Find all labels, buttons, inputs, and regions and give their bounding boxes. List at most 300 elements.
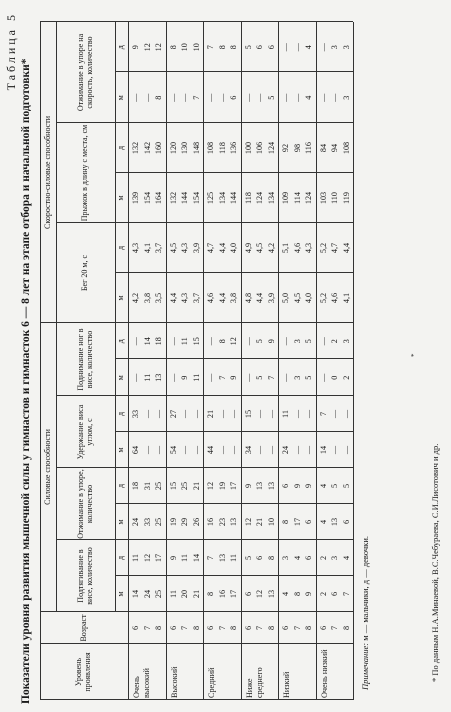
table-cell: 144 xyxy=(180,191,189,205)
table-cell: 0 xyxy=(330,375,339,380)
table-cell: 4 xyxy=(341,555,351,561)
table-cell: 17 xyxy=(229,589,238,599)
table-cell: 5,2 xyxy=(318,292,328,304)
note-text: м — мальчики, д — девочки. xyxy=(360,536,370,641)
age-cell: 7 xyxy=(142,625,152,631)
table-cell: 6 xyxy=(266,45,276,50)
table-cell: 16 xyxy=(206,517,215,527)
table-cell: 3,8 xyxy=(142,292,152,304)
table-cell: 7 xyxy=(206,45,215,50)
age-cell: 8 xyxy=(341,625,351,631)
table-cell: 6 xyxy=(229,95,238,100)
table-cell: 164 xyxy=(154,191,163,205)
age-cell: 6 xyxy=(318,625,328,631)
table-cell: — xyxy=(330,93,339,102)
table-cell: — xyxy=(217,445,227,455)
age-cell: 8 xyxy=(154,625,163,631)
table-cell: — xyxy=(229,409,238,419)
table-cell: — xyxy=(217,93,227,102)
table-cell: 27 xyxy=(168,409,178,419)
table-cell: 5 xyxy=(304,339,313,344)
table-cell: — xyxy=(281,43,290,52)
table-cell: 9 xyxy=(131,45,140,50)
age-cell: 7 xyxy=(255,625,264,631)
table-cell: — xyxy=(266,409,276,419)
table-cell: 12 xyxy=(243,517,253,527)
table-cell: — xyxy=(168,337,178,346)
table-cell: — xyxy=(180,409,189,419)
table-cell: 12 xyxy=(206,481,215,491)
table-cell: 124 xyxy=(266,141,276,155)
table-cell: 12 xyxy=(142,43,152,52)
table-cell: 3,5 xyxy=(154,292,163,304)
header-pullup: Подтягивание в висе, количество xyxy=(75,547,94,605)
table-cell: 8 xyxy=(229,45,238,50)
table-cell: 4,4 xyxy=(168,292,178,304)
table-cell: 8 xyxy=(217,339,227,344)
table-cell: 11 xyxy=(142,373,152,382)
age-cell: 6 xyxy=(281,625,290,631)
table-cell: 21 xyxy=(255,517,264,527)
table-cell: 3 xyxy=(330,45,339,50)
table-cell: 29 xyxy=(180,517,189,527)
table-cell: 8 xyxy=(154,95,163,100)
table-cell: 14 xyxy=(318,445,328,455)
table-cell: — xyxy=(292,445,302,455)
table-cell: 4 xyxy=(281,591,290,597)
header-jump: Прыжок в длину с места, см xyxy=(80,124,90,222)
table-cell: — xyxy=(255,409,264,419)
table-cell: 14 xyxy=(142,337,152,346)
age-cell: 8 xyxy=(266,625,276,631)
table-cell: — xyxy=(281,337,290,346)
table-cell: 8 xyxy=(206,591,215,597)
table-cell: 54 xyxy=(168,445,178,455)
row-level-label: Низкий xyxy=(282,671,291,698)
table-cell: 9 xyxy=(168,555,178,561)
table-cell: 10 xyxy=(266,517,276,527)
table-cell: 98 xyxy=(292,143,302,153)
table-cell: — xyxy=(255,445,264,455)
table-cell: — xyxy=(292,409,302,419)
table-cell: 33 xyxy=(131,409,140,419)
table-cell: 114 xyxy=(292,192,302,204)
table-cell: 94 xyxy=(330,143,339,153)
table-cell: 25 xyxy=(154,517,163,527)
header-m: м xyxy=(116,95,126,101)
table-cell: 24 xyxy=(142,589,152,599)
table-cell: 132 xyxy=(168,191,178,205)
table-cell: 100 xyxy=(243,141,253,155)
table-cell: — xyxy=(131,93,140,102)
table-cell: 4,7 xyxy=(206,242,215,254)
header-d: д xyxy=(116,411,126,417)
rule-line xyxy=(203,22,204,700)
table-cell: 3 xyxy=(341,339,351,344)
table-cell: 9 xyxy=(292,483,302,489)
table-cell: 6 xyxy=(304,519,313,525)
table-cell: — xyxy=(168,373,178,382)
table-cell: 5 xyxy=(255,375,264,380)
rule-line xyxy=(241,22,242,700)
table-cell: 7 xyxy=(266,375,276,380)
table-cell: 160 xyxy=(154,141,163,155)
table-cell: 4 xyxy=(304,45,313,50)
table-cell: 25 xyxy=(154,589,163,599)
table-cell: 64 xyxy=(131,445,140,455)
header-d: д xyxy=(116,45,126,50)
table-cell: 2 xyxy=(341,375,351,380)
table-cell: 4,6 xyxy=(330,292,339,304)
table-cell: — xyxy=(206,93,215,102)
table-cell: 130 xyxy=(180,141,189,155)
table-cell: 24 xyxy=(281,445,290,455)
table-cell: 108 xyxy=(341,141,351,155)
page-mark: * xyxy=(410,353,418,357)
note-label: Примечание: xyxy=(360,642,370,690)
table-cell: 21 xyxy=(191,589,201,599)
table-cell: 34 xyxy=(243,445,253,455)
table-cell: — xyxy=(341,445,351,455)
table-cell: 13 xyxy=(255,481,264,491)
table-cell: 7 xyxy=(318,411,328,417)
table-cell: 8 xyxy=(217,45,227,50)
table-cell: — xyxy=(292,93,302,102)
table-cell: 12 xyxy=(229,337,238,346)
table-cell: 3,9 xyxy=(266,292,276,304)
table-cell: 5 xyxy=(243,45,253,50)
table-cell: — xyxy=(142,445,152,455)
table-cell: 9 xyxy=(304,591,313,597)
table-cell: 4,6 xyxy=(206,292,215,304)
table-cell: 5,2 xyxy=(318,242,328,254)
table-cell: — xyxy=(206,373,215,382)
table-cell: — xyxy=(304,445,313,455)
header-m: м xyxy=(116,375,126,381)
header-m: м xyxy=(116,447,126,453)
table-cell: 119 xyxy=(341,192,351,204)
table-cell: 148 xyxy=(191,141,201,155)
table-cell: 6 xyxy=(330,591,339,597)
header-m: м xyxy=(116,195,126,201)
table-cell: 8 xyxy=(281,519,290,525)
table-cell: 144 xyxy=(229,191,238,205)
table-cell: 4,5 xyxy=(255,242,264,254)
table-cell: 7 xyxy=(191,95,201,100)
table-cell: 19 xyxy=(168,517,178,527)
table-cell: 142 xyxy=(142,141,152,155)
table-cell: — xyxy=(154,409,163,419)
table-cell: — xyxy=(180,93,189,102)
table-cell: — xyxy=(318,93,328,102)
table-cell: 4 xyxy=(304,95,313,100)
table-cell: 4 xyxy=(318,483,328,489)
header-pushup_support: Отжимание в упоре, количество xyxy=(75,469,94,539)
table-cell: 16 xyxy=(217,589,227,599)
header-m: м xyxy=(116,519,126,525)
table-cell: — xyxy=(292,43,302,52)
header-speed_power: Скоростно-силовые способности xyxy=(42,116,52,229)
row-level-label: Очень высокий xyxy=(132,668,151,698)
table-cell: 12 xyxy=(255,589,264,599)
age-cell: 6 xyxy=(243,625,253,631)
table-cell: — xyxy=(341,409,351,419)
table-cell: 15 xyxy=(191,337,201,346)
table-cell: 4,4 xyxy=(217,292,227,304)
table-cell: 11 xyxy=(131,554,140,562)
table-cell: — xyxy=(318,373,328,382)
table-cell: 134 xyxy=(266,191,276,205)
age-cell: 7 xyxy=(180,625,189,631)
table-cell: 14 xyxy=(191,553,201,563)
table-cell: 12 xyxy=(154,43,163,52)
table-cell: 20 xyxy=(180,589,189,599)
table-cell: 4,8 xyxy=(243,292,253,304)
table-cell: 4,0 xyxy=(229,242,238,254)
table-cell: — xyxy=(229,445,238,455)
table-cell: 125 xyxy=(206,191,215,205)
table-cell: 4,4 xyxy=(341,242,351,254)
table-cell: 9 xyxy=(243,483,253,489)
table-cell: 124 xyxy=(255,191,264,205)
table-cell: 24 xyxy=(131,517,140,527)
table-cell: 4,4 xyxy=(217,242,227,254)
table-cell: 103 xyxy=(318,191,328,205)
table-cell: 5 xyxy=(243,555,253,561)
table-cell: — xyxy=(168,93,178,102)
row-level-label: Очень низкий xyxy=(319,649,329,698)
table-cell: 136 xyxy=(229,141,238,155)
table-cell: 4,2 xyxy=(266,242,276,254)
table-cell: 4 xyxy=(318,519,328,525)
table-cell: 6 xyxy=(304,555,313,561)
table-cell: 21 xyxy=(191,481,201,491)
table-cell: 110 xyxy=(330,192,339,204)
table-cell: 84 xyxy=(318,143,328,153)
table-cell: 154 xyxy=(191,191,201,205)
table-cell: 106 xyxy=(255,141,264,155)
table-cell: 139 xyxy=(131,191,140,205)
table-cell: — xyxy=(318,43,328,52)
age-cell: 6 xyxy=(131,625,140,631)
table-cell: — xyxy=(154,445,163,455)
row-level-label: Ниже среднего xyxy=(244,667,264,698)
table-cell: 18 xyxy=(131,481,140,491)
table-cell: 118 xyxy=(217,142,227,154)
table-cell: 11 xyxy=(180,337,189,346)
row-level-label: Средний xyxy=(207,667,216,698)
rule-line xyxy=(166,22,167,700)
table-cell: 5,0 xyxy=(281,292,290,304)
table-cell: — xyxy=(243,93,253,102)
table-cell: 4,1 xyxy=(142,242,152,254)
rule-line xyxy=(278,22,279,700)
table-cell: 25 xyxy=(180,481,189,491)
header-d: д xyxy=(116,339,126,344)
table-cell: 11 xyxy=(168,590,178,598)
table-cell: 116 xyxy=(304,142,313,154)
table-cell: 4,2 xyxy=(131,292,140,304)
table-cell: — xyxy=(191,445,201,455)
table-cell: — xyxy=(266,445,276,455)
table-cell: 17 xyxy=(292,517,302,527)
table-cell: 5 xyxy=(304,375,313,380)
table-cell: 13 xyxy=(229,517,238,527)
table-cell: 3 xyxy=(292,375,302,380)
table-cell: 12 xyxy=(142,553,152,563)
table-cell: 11 xyxy=(281,410,290,418)
table-cell: 3 xyxy=(281,555,290,561)
table-cell: — xyxy=(180,445,189,455)
age-cell: 8 xyxy=(191,625,201,631)
table-cell: 3 xyxy=(341,45,351,50)
age-cell: 6 xyxy=(168,625,178,631)
table-cell: 9 xyxy=(229,375,238,380)
table-cell: — xyxy=(330,445,339,455)
rule-line xyxy=(353,22,354,700)
table-cell: — xyxy=(131,373,140,382)
table-cell: 33 xyxy=(142,517,152,527)
table-cell: 132 xyxy=(131,141,140,155)
header-run20: Бег 20 м, с xyxy=(80,254,90,292)
table-cell: 6 xyxy=(255,555,264,561)
table-cell: — xyxy=(304,409,313,419)
table-cell: 6 xyxy=(255,45,264,50)
table-cell: 3,7 xyxy=(154,242,163,254)
table-cell: 2 xyxy=(318,591,328,597)
table-cell: 13 xyxy=(266,589,276,599)
age-cell: 7 xyxy=(292,625,302,631)
table-cell: 11 xyxy=(229,554,238,562)
age-cell: 7 xyxy=(217,625,227,631)
header-pushup_speed: Отжимание в упоре на скорость, количество xyxy=(75,33,94,112)
table-cell: 23 xyxy=(217,517,227,527)
table-cell: — xyxy=(191,409,201,419)
table-cell: — xyxy=(330,409,339,419)
table-cell: 10 xyxy=(180,43,189,52)
table-cell: 25 xyxy=(154,481,163,491)
header-age: Возраст xyxy=(78,614,88,642)
table-cell: — xyxy=(243,337,253,346)
table-cell: — xyxy=(217,409,227,419)
table-cell: 18 xyxy=(154,337,163,346)
table-cell: 14 xyxy=(131,589,140,599)
table-cell: 4,0 xyxy=(304,292,313,304)
table-cell: 7 xyxy=(206,555,215,561)
table-cell: 92 xyxy=(281,143,290,153)
table-cell: 17 xyxy=(154,553,163,563)
table-cell: 44 xyxy=(206,445,215,455)
table-cell: 4,1 xyxy=(341,292,351,304)
header-d: д xyxy=(116,555,126,561)
table-cell: 7 xyxy=(217,375,227,380)
table-cell: 9 xyxy=(266,339,276,344)
table-cell: 7 xyxy=(341,591,351,597)
table-cell: 26 xyxy=(191,517,201,527)
header-hold_angle: Удержание виса углом, с xyxy=(75,404,94,460)
table-cell: 4 xyxy=(292,555,302,561)
table-cell: — xyxy=(243,373,253,382)
table-cell: 108 xyxy=(206,141,215,155)
table-cell: 120 xyxy=(168,141,178,155)
header-d: д xyxy=(116,483,126,489)
table-cell: 3,9 xyxy=(191,242,201,254)
table-cell: 15 xyxy=(243,409,253,419)
age-cell: 7 xyxy=(330,625,339,631)
table-cell: 13 xyxy=(266,481,276,491)
table-cell: 6 xyxy=(281,483,290,489)
table-cell: — xyxy=(131,337,140,346)
header-m: м xyxy=(116,591,126,597)
table-cell: 19 xyxy=(217,481,227,491)
header-leg_raise: Поднимание ног в висе, количество xyxy=(75,328,94,391)
table-cell: 31 xyxy=(142,481,152,491)
table-cell: 4,7 xyxy=(330,242,339,254)
table-cell: 4,9 xyxy=(243,242,253,254)
age-cell: 6 xyxy=(206,625,215,631)
header-power: Силовые способности xyxy=(42,429,52,505)
table-cell: 9 xyxy=(180,375,189,380)
table-cell: 2 xyxy=(318,555,328,561)
table-cell: 5 xyxy=(330,483,339,489)
table-cell: 4,3 xyxy=(180,292,189,304)
table-cell: 5,1 xyxy=(281,242,290,254)
table-label: Таблица 5 xyxy=(4,12,18,91)
table-cell: 3,7 xyxy=(191,292,201,304)
table-cell: 8 xyxy=(266,555,276,561)
table-cell: 13 xyxy=(330,517,339,527)
header-d: д xyxy=(116,145,126,151)
table-cell: 109 xyxy=(281,191,290,205)
table-cell: 21 xyxy=(206,409,215,419)
table-cell: — xyxy=(281,93,290,102)
table-cell: 134 xyxy=(217,191,227,205)
table-cell: — xyxy=(142,409,152,419)
table-cell: 3 xyxy=(292,339,302,344)
table-cell: 118 xyxy=(243,192,253,204)
table-cell: 9 xyxy=(304,483,313,489)
table-cell: — xyxy=(142,93,152,102)
header-level: Уровень проявления xyxy=(74,652,92,692)
table-cell: 5 xyxy=(255,339,264,344)
table-cell: 124 xyxy=(304,191,313,205)
table-cell: — xyxy=(206,337,215,346)
table-cell: 3 xyxy=(330,555,339,561)
table-cell: 8 xyxy=(168,45,178,50)
table-title: Показатели уровня развития мышечной силы у гимнастов и гимнасток 6 — 8 лет на этапе отбора и начальной подготовки* xyxy=(20,58,32,704)
table-cell: — xyxy=(318,337,328,346)
table-cell: 4,6 xyxy=(292,242,302,254)
table-cell: — xyxy=(281,373,290,382)
table-cell: 8 xyxy=(292,591,302,597)
table-cell: 4,3 xyxy=(131,242,140,254)
header-d: д xyxy=(116,245,126,251)
table-cell: 4,3 xyxy=(304,242,313,254)
table-cell: 4,4 xyxy=(255,292,264,304)
table-cell: 11 xyxy=(180,554,189,562)
table-cell: 5 xyxy=(341,483,351,489)
table-cell: 13 xyxy=(217,553,227,563)
table-cell: 6 xyxy=(341,519,351,525)
table-cell: 3,8 xyxy=(229,292,238,304)
table-cell: 5 xyxy=(266,95,276,100)
row-level-label: Высокий xyxy=(169,666,179,698)
table-cell: 154 xyxy=(142,191,152,205)
table-cell: — xyxy=(255,93,264,102)
table-cell: 17 xyxy=(229,481,238,491)
table-cell: 4,5 xyxy=(168,242,178,254)
table-cell: 6 xyxy=(243,591,253,597)
